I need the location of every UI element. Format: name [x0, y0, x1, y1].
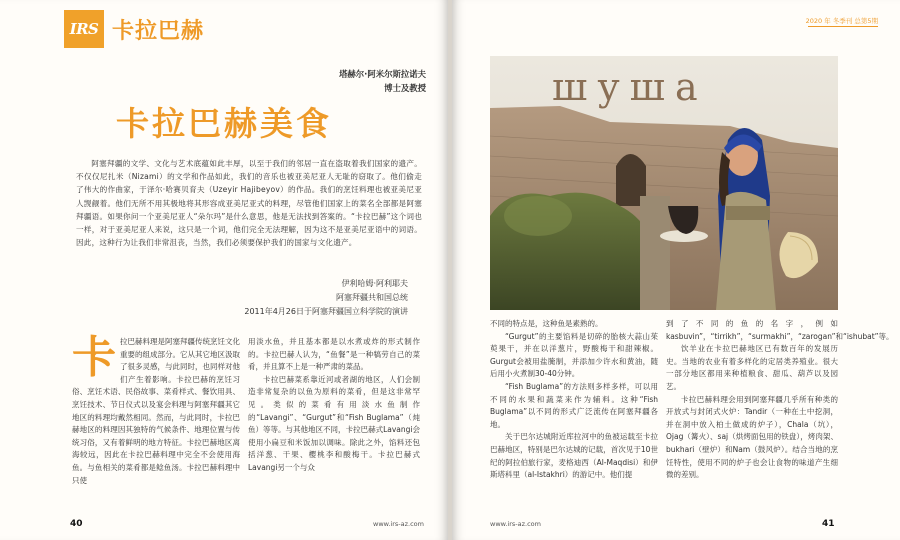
left-column-1: [72, 332, 240, 487]
quote-signature-role: 阿塞拜疆共和国总统: [336, 293, 408, 302]
body-paragraph: 拉巴赫料理是阿塞拜疆传统烹饪文化重要的组成部分。它从其它地区汲取了很多灵感，与此同时，也同样对他们产生着影响。卡拉巴赫的烹饪习俗、烹饪术语、民俗故事、菜肴样式、餐饮用具、烹饪技术、节日仪式以及宴会料理与阿塞拜疆其它地区的料理均戴然相同。然而，与此同时，卡拉巴赫地区的料理因其独特的气候条件、地理位置与传统习俗，又有着鲜明的地方特征。卡拉巴赫地区离海较远，因此在卡拉巴赫料理中完全不会使用海鱼。与鱼相关的菜肴都是鲶鱼汤。卡拉巴赫料理中只使: [72, 337, 240, 485]
body-paragraph: 不同的特点是，这种鱼是素熟的。: [490, 319, 603, 328]
right-column-2: [666, 318, 894, 482]
author-title: 博士及教授: [384, 83, 426, 93]
drop-cap: 卡: [72, 332, 116, 383]
article-photo: [490, 56, 838, 310]
body-paragraph: 卡拉巴赫菜系靠近河或者湖的地区，人们会制造非常复杂的以鱼为原料的菜肴，但是这非常罕见。类似的菜肴有用淡水鱼制作的“Lavangi”、“Gurgut”和“Fish Buglama”（炖鱼）等等。与其他地区不同，卡拉巴赫式Lavangi会使用小扁豆和米饭加以调味。除此之外，馅料还包括洋葱、干果、樱桃李和酸梅干。卡拉巴赫式Lavangi另一个与众: [248, 374, 420, 472]
quote-signature-date: 2011年4月26日于阿塞拜疆国立科学院的演讲: [244, 307, 408, 316]
irs-logo: IRS: [64, 10, 104, 48]
right-column-1: [490, 318, 658, 482]
body-paragraph: 到了不同的鱼的名字，例如kasbuvin”，“tirrikh”，“surmakhi”，“zarogan”和“ishubat”等。: [666, 319, 894, 341]
body-paragraph: 饮羊业在卡拉巴赫地区已有数百年的发展历史。当地的农业有着多样化的定居类养殖业。很大一部分地区都用来种植粮食、甜瓜、葫芦以及园艺。: [666, 344, 838, 391]
issue-rule: [808, 26, 878, 27]
left-footer-url: www.irs-az.com: [373, 520, 424, 528]
author-name: 塔赫尔·阿米尔斯拉诺夫: [339, 69, 426, 79]
body-paragraph: “Gurgut”的主要馅料是切碎的胎核大蒜山茱萸果干，并在以洋葱片，野酸梅干和甜辣椒。Gurgut会被用盐腌制，并添加少许水和黄油，随后用小火煮制30-40分钟。: [490, 331, 658, 379]
intro-quote: 阿塞拜疆的文学、文化与艺术底蕴如此丰厚，以至于我们的邻居一直在盗取着我们国家的遗产。不仅仅尼扎米（Nizami）的文学和作品如此，我们的音乐也被亚美尼亚人无耻的窃取了。他们偷走了伟大的作曲家，于泽尔·哈赛贝育夫（Uzeyir Hajibeyov）的作品。我们的烹饪料理也被亚美尼亚人觊觎着。他们无所不用其极地将其形容成亚美尼亚式的料理，尽管他们国家上的菜名全部都是阿塞拜疆语。如果你问一个亚美尼亚人“朵尔玛”是什么意思，他是无法找到答案的。“卡拉巴赫”这个词也一样，对于亚美尼亚人来说，这只是一个词，他们完全无法理解，因为这不是亚美尼亚语中的词语。因此，这种行为让我们非常沮丧，当然，我们必须要保护我们的国家与文化遗产。: [76, 159, 422, 248]
quote-signature-name: 伊利哈姆·阿利耶夫: [341, 279, 408, 288]
photo-sign-text: шушa: [552, 65, 708, 109]
article-title: 卡拉巴赫美食: [116, 104, 332, 143]
left-page-number: 40: [70, 519, 83, 529]
right-footer-url: www.irs-az.com: [490, 520, 541, 528]
body-paragraph: 卡拉巴赫料理会用到阿塞拜疆几乎所有种类的开放式与封闭式火炉：Tandir（一种在土中挖洞，并在洞中放入柏土做成的炉子），Chala（坑），Ojag（篝火）、saj（烘烤面包用的铁盘），烤肉架、bukhari（壁炉）和Nam（鼓风炉）。结合当地的烹饪特性，使用不同的炉子也会让食物的味道产生细微的差别。: [666, 394, 838, 480]
left-column-2: [248, 336, 420, 475]
left-page: [0, 0, 448, 540]
body-paragraph: “Fish Buglama”的方法则多样多样，可以用不同的水果和蔬菜来作为辅料。这种“Fish Buglama”以不同的形式广泛流传在阿塞拜疆各地。: [490, 381, 658, 429]
body-paragraph: 用淡水鱼，并且基本都是以水煮或炸的形式制作的。卡拉巴赫人认为，“鱼餐”是一种犒劳自己的菜肴，并且算不上是一种严肃的菜品。: [248, 337, 420, 372]
right-page-number: 41: [822, 519, 835, 529]
shusha-woman-photo: [490, 56, 838, 310]
section-title: 卡拉巴赫: [112, 19, 205, 44]
issue-label: 2020 年 冬季刊 总第5期: [805, 17, 878, 25]
body-paragraph: 关于巴尔达城附近库拉河中的鱼被运载至卡拉巴赫地区，特别是巴尔达城的记载，首次见于10世纪的阿拉伯旅行家，麦格迪西（Al-Maqdisi）和伊斯塔科里（al-Istakhri）的游记中。他们提: [490, 432, 658, 480]
